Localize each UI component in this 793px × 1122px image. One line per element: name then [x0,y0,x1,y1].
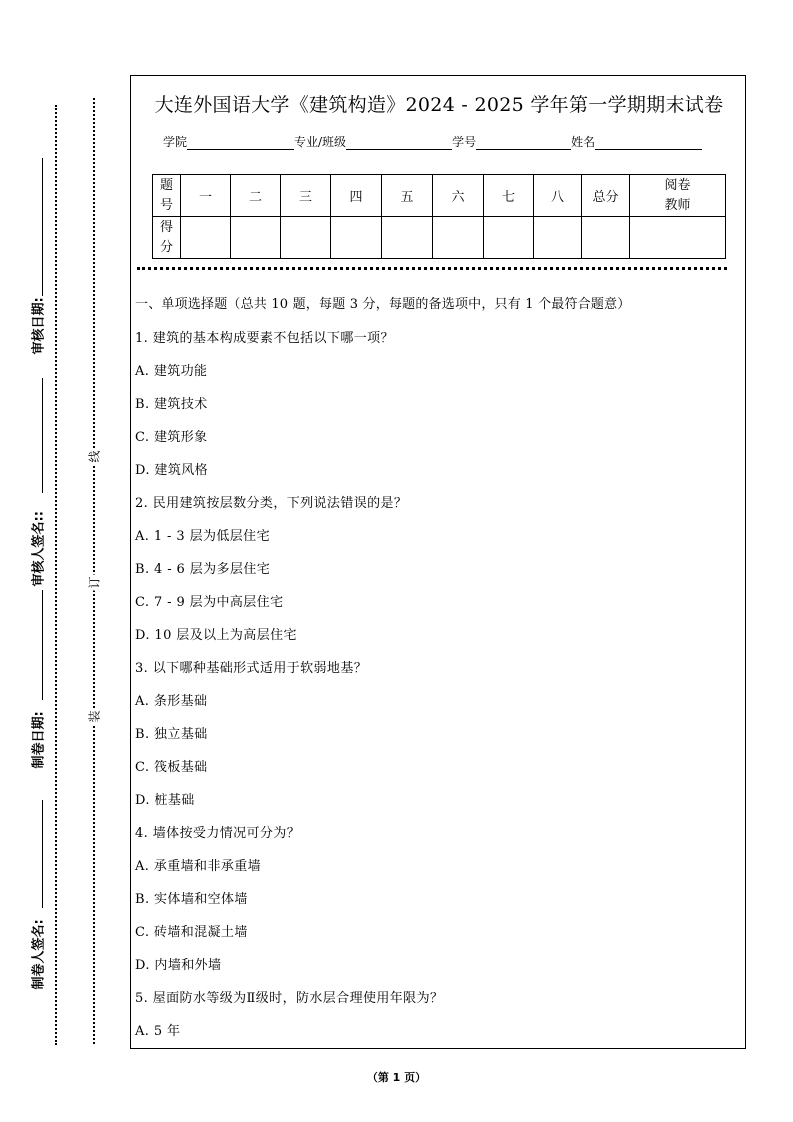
maker-sign-label-wrap [0,919,74,990]
score-label: 得 分 [153,217,181,259]
section-heading: 一、单项选择题（总共 10 题，每题 3 分，每题的备选项中，只有 1 个最符合题意） [135,297,631,312]
question-5: 5. 屋面防水等级为Ⅱ级时，防水层合理使用年限为？ [135,991,444,1006]
option-1a: A. 建筑功能 [135,364,208,379]
option-3b: B. 独立基础 [135,727,208,742]
question-3: 3. 以下哪种基础形式适用于软弱地基？ [135,661,368,676]
score-table-header-row [153,175,726,217]
score-cell[interactable] [281,217,331,259]
option-1c: C. 建筑形象 [135,430,208,445]
col-reviewer: 阅卷 教师 [630,175,726,217]
option-3c: C. 筏板基础 [135,760,208,775]
score-cell[interactable] [433,217,484,259]
student-id-field[interactable] [476,136,571,150]
option-5a: A. 5 年 [135,1024,181,1039]
option-2b: B. 4 - 6 层为多层住宅 [135,562,271,577]
exam-frame [130,75,746,1049]
score-cell[interactable] [382,217,433,259]
option-2c: C. 7 - 9 层为中高层住宅 [135,595,284,610]
left-dotted-line [55,105,57,1045]
binding-dotted-line [93,98,95,1044]
student-info-row [163,133,702,150]
col-total: 总分 [582,175,630,217]
name-field[interactable] [595,136,702,150]
option-4b: B. 实体墙和空体墙 [135,892,248,907]
score-table-score-row [153,217,726,259]
reviewer-sign-line [42,378,43,493]
name-label: 姓名 [571,135,596,149]
dotted-separator [137,267,727,270]
bind-char-order: 订 [87,576,102,589]
col-7: 七 [484,175,534,217]
col-6: 六 [433,175,484,217]
question-4: 4. 墙体按受力情况可分为？ [135,826,301,841]
option-3a: A. 条形基础 [135,694,208,709]
reviewer-sign-label: 审核人签名:: [31,511,47,587]
score-cell-reviewer[interactable] [630,217,726,259]
page-number: （第 1 页） [366,1071,427,1084]
option-2a: A. 1 - 3 层为低层住宅 [135,529,270,544]
reviewer-sign-label-wrap [0,511,74,587]
score-cell[interactable] [181,217,231,259]
review-date-label: 审核日期: [31,297,47,355]
score-cell[interactable] [231,217,281,259]
col-4: 四 [331,175,382,217]
review-date-line [42,158,43,296]
bind-char-bind: 装 [87,710,102,723]
score-table [152,174,726,259]
col-2: 二 [231,175,281,217]
option-4a: A. 承重墙和非承重墙 [135,859,262,874]
student-id-label: 学号 [452,135,477,149]
option-2d: D. 10 层及以上为高层住宅 [135,628,297,643]
exam-title: 大连外国语大学《建筑构造》2024 - 2025 学年第一学期期末试卷 [154,94,724,116]
college-label: 学院 [163,135,188,149]
college-field[interactable] [187,136,294,150]
option-4d: D. 内墙和外墙 [135,958,222,973]
question-number-label: 题 号 [153,175,181,217]
major-class-field[interactable] [346,136,452,150]
maker-sign-label: 制卷人签名: [31,919,47,990]
option-1d: D. 建筑风格 [135,463,209,478]
option-3d: D. 桩基础 [135,793,195,808]
made-date-label-wrap [0,711,74,769]
score-cell[interactable] [534,217,582,259]
major-class-label: 专业/班级 [294,135,347,149]
review-date-label-wrap [0,297,74,355]
option-4c: C. 砖墙和混凝土墙 [135,925,248,940]
question-2: 2. 民用建筑按层数分类，下列说法错误的是？ [135,496,408,511]
question-1: 1. 建筑的基本构成要素不包括以下哪一项？ [135,331,394,346]
col-8: 八 [534,175,582,217]
score-cell-total[interactable] [582,217,630,259]
col-1: 一 [181,175,231,217]
score-cell[interactable] [331,217,382,259]
made-date-label: 制卷日期: [31,711,47,769]
bind-char-line: 线 [87,450,102,463]
option-1b: B. 建筑技术 [135,397,208,412]
col-3: 三 [281,175,331,217]
col-5: 五 [382,175,433,217]
maker-sign-line [42,800,43,908]
score-cell[interactable] [484,217,534,259]
made-date-line [42,590,43,700]
